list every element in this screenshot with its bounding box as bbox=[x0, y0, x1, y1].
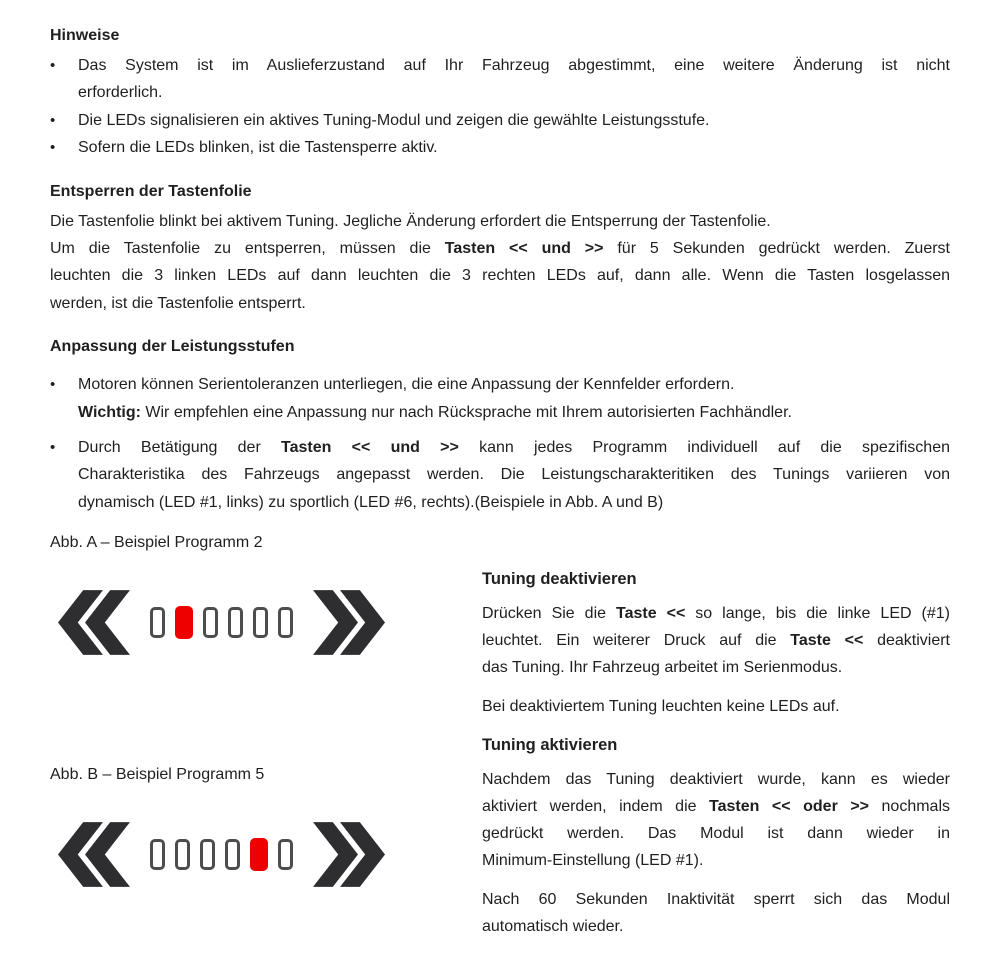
body-line: Charakteristika des Fahrzeugs angepasst werden. Die Leistungscharakteritiken des Tunings variieren von bbox=[78, 466, 950, 484]
led-strip bbox=[150, 606, 293, 639]
led-indicator bbox=[175, 606, 193, 639]
entsperren-paragraph bbox=[50, 208, 950, 318]
body-line: dynamisch (LED #1, links) zu sportlich (LED #6, rechts).(Beispiele in Abb. A und B) bbox=[78, 493, 664, 511]
hinweise-heading: Hinweise bbox=[50, 27, 120, 44]
body-line: leuchten die 3 linken LEDs auf dann leuchten die 3 rechten LEDs auf, dann alle. Wenn die Tasten losgelassen bbox=[50, 267, 950, 285]
hinweise-bullet-list bbox=[50, 52, 950, 162]
right-column bbox=[482, 568, 950, 952]
body-line: das Tuning. Ihr Fahrzeug arbeitet im Serienmodus. bbox=[482, 659, 843, 677]
body-line: Motoren können Serientoleranzen unterliegen, die eine Anpassung der Kennfelder erfordern. bbox=[78, 376, 735, 394]
body-line: automatisch wieder. bbox=[482, 918, 624, 936]
anpassung-bullet-list bbox=[50, 371, 950, 516]
body-line: Drücken Sie die Taste << so lange, bis die linke LED (#1) bbox=[482, 605, 950, 623]
led-indicator bbox=[253, 607, 268, 638]
bullet-marker: • bbox=[50, 111, 56, 129]
body-line: aktiviert werden, indem die Tasten << oder >> nochmals bbox=[482, 798, 951, 816]
aktivieren-paragraph bbox=[482, 766, 950, 874]
double-chevron-left-icon bbox=[58, 590, 130, 655]
list-item bbox=[50, 371, 950, 426]
bullet-marker: • bbox=[50, 439, 56, 457]
body-line: Das System ist im Auslieferzustand auf Ihr Fahrzeug abgestimmt, eine weitere Änderung ist nicht bbox=[78, 57, 950, 74]
body-line: Sofern die LEDs blinken, ist die Tastensperre aktiv. bbox=[78, 139, 438, 157]
led-indicator bbox=[250, 838, 268, 871]
figure-a-led-display bbox=[58, 582, 385, 662]
body-line: Die LEDs signalisieren ein aktives Tuning-Modul und zeigen die gewählte Leistungsstufe. bbox=[78, 111, 710, 129]
led-indicator bbox=[228, 607, 243, 638]
led-indicator bbox=[150, 839, 165, 870]
aktivieren-note bbox=[482, 886, 950, 940]
led-strip bbox=[150, 838, 293, 871]
double-chevron-right-icon bbox=[313, 822, 385, 887]
body-line: leuchtet. Ein weiterer Druck auf die Taste << deaktiviert bbox=[482, 632, 950, 650]
led-indicator bbox=[278, 839, 293, 870]
list-item bbox=[50, 134, 950, 161]
bullet-marker: • bbox=[50, 57, 56, 74]
body-line: Wichtig: Wir empfehlen eine Anpassung nur nach Rücksprache mit Ihrem autorisierten Fachhändler. bbox=[78, 403, 792, 421]
figure-b-label: Abb. B – Beispiel Programm 5 bbox=[50, 766, 265, 784]
led-indicator bbox=[200, 839, 215, 870]
list-item bbox=[50, 434, 950, 516]
entsperren-heading: Entsperren der Tastenfolie bbox=[50, 182, 252, 200]
double-chevron-left-icon bbox=[58, 822, 130, 887]
body-line: Nach 60 Sekunden Inaktivität sperrt sich das Modul bbox=[482, 891, 950, 909]
body-line: Durch Betätigung der Tasten << und >> kann jedes Programm individuell auf die spezifischen bbox=[78, 439, 951, 457]
body-line: Bei deaktiviertem Tuning leuchten keine LEDs auf. bbox=[482, 698, 840, 716]
deaktivieren-heading: Tuning deaktivieren bbox=[482, 570, 637, 589]
body-line: erforderlich. bbox=[78, 84, 163, 102]
led-indicator bbox=[203, 607, 218, 638]
aktivieren-heading: Tuning aktivieren bbox=[482, 736, 618, 755]
body-line: Nachdem das Tuning deaktiviert wurde, kann es wieder bbox=[482, 771, 950, 789]
led-indicator bbox=[225, 839, 240, 870]
list-item bbox=[50, 107, 950, 134]
figure-b-led-display bbox=[58, 814, 385, 894]
body-line: Minimum-Einstellung (LED #1). bbox=[482, 852, 704, 870]
deaktivieren-note bbox=[482, 693, 950, 720]
anpassung-heading: Anpassung der Leistungsstufen bbox=[50, 338, 295, 356]
led-indicator bbox=[278, 607, 293, 638]
body-line: werden, ist die Tastenfolie entsperrt. bbox=[50, 294, 306, 312]
led-indicator bbox=[150, 607, 165, 638]
double-chevron-right-icon bbox=[313, 590, 385, 655]
bullet-marker: • bbox=[50, 376, 56, 394]
body-line: Die Tastenfolie blinkt bei aktivem Tuning. Jegliche Änderung erfordert die Entsperrung der Tastenfolie. bbox=[50, 212, 771, 230]
list-item bbox=[50, 52, 950, 107]
figures-region bbox=[50, 524, 950, 952]
figure-a-label: Abb. A – Beispiel Programm 2 bbox=[50, 534, 263, 552]
body-line: gedrückt werden. Das Modul ist dann wieder in bbox=[482, 825, 950, 843]
bullet-marker: • bbox=[50, 139, 56, 157]
body-line: Um die Tastenfolie zu entsperren, müssen die Tasten << und >> für 5 Sekunden gedrückt werden. Zuerst bbox=[50, 240, 950, 258]
deaktivieren-paragraph bbox=[482, 600, 950, 681]
led-indicator bbox=[175, 839, 190, 870]
